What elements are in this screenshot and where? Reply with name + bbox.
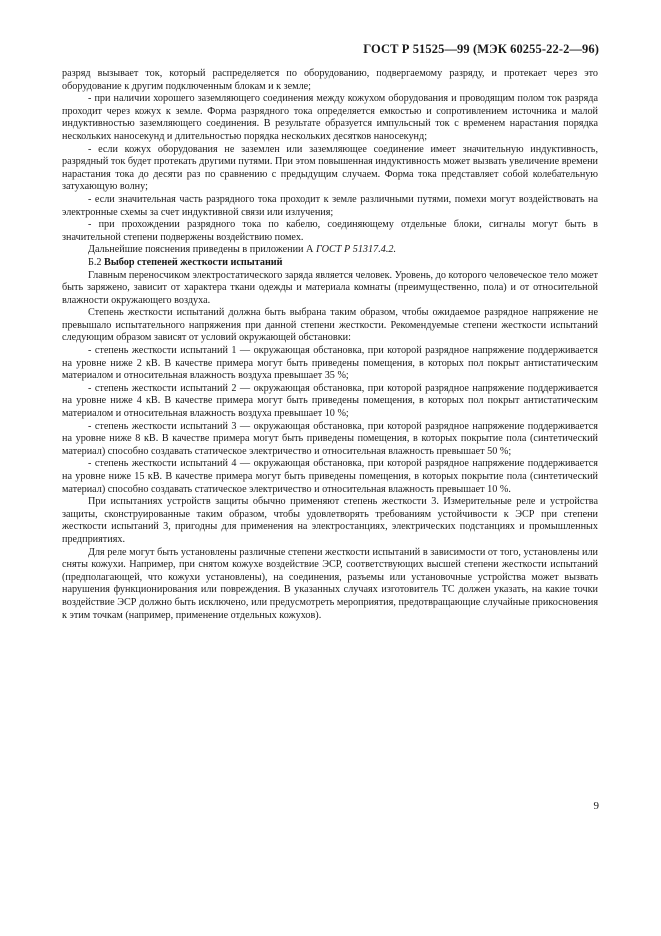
document-body xyxy=(62,68,598,622)
section-title: Выбор степеней жесткости испытаний xyxy=(104,256,283,268)
paragraph: Степень жесткости испытаний должна быть выбрана таким образом, чтобы ожидаемое разрядное напряжение не превышало испытательного напряжения при данной степени жесткости. Рекомендуемые степени жесткости испытаний следующим образом зависят от условий окружающей обстановки: xyxy=(62,307,598,344)
paragraph: Главным переносчиком электростатического заряда является человек. Уровень, до которого человеческое тело может быть заряжено, зависит от характера ткани одежды и материала комнаты (преимущественно, пола) и от относительной влажности окружающего воздуха. xyxy=(62,269,598,306)
paragraph: При испытаниях устройств защиты обычно применяют степень жесткости 3. Измерительные реле и устройства защиты, сконструированные таким образом, чтобы удовлетворять требованиям устойчивости к ЭСР при степени жесткости испытаний 3, пригодны для применения на электростанциях, электрических подстанциях и промышленных предприятиях. xyxy=(62,496,598,545)
paragraph: - если кожух оборудования не заземлен или заземляющее соединение имеет значительную индуктивность, разрядный ток будет протекать другими путями. При этом повышенная индуктивность может вызвать увеличение времени нарастания тока до десяти раз по сравнению с предыдущим случаем. Форма тока представляет собой колебательную затухающую волну; xyxy=(62,143,598,193)
standard-reference: ГОСТ Р 51317.4.2. xyxy=(315,244,397,256)
paragraph: - при наличии хорошего заземляющего соединения между кожухом оборудования и проводящим полом ток разряда проходит через кожух к земле. Форма разрядного тока определяется емкостью и сопротивлением источника и малой индуктивностью заземляющего соединения. В результате образуется импульсный ток с временем нарастания порядка нескольких наносекунд и длительностью порядка нескольких десятков наносекунд; xyxy=(62,93,598,142)
page-header-title: ГОСТ Р 51525—99 (МЭК 60255-22-2—96) xyxy=(363,42,599,56)
section-number: Б.2 xyxy=(88,256,102,268)
list-item: - степень жесткости испытаний 1 — окружающая обстановка, при которой разрядное напряжение поддерживается на уровне ниже 2 кВ. В качестве примера могут быть приведены помещения, в которых пол покрыт антистатическим материалом и относительная влажность воздуха превышает 35 %; xyxy=(62,345,598,382)
paragraph: - при прохождении разрядного тока по кабелю, соединяющему отдельные блоки, сигналы могут быть в значительной степени подвержены воздействию помех. xyxy=(62,219,598,243)
further-info-paragraph xyxy=(62,244,598,257)
paragraph: разряд вызывает ток, который распределяется по оборудованию, подвергаемому разряду, и протекает через это оборудование к другим подключенным блокам и к земле; xyxy=(62,68,598,92)
page-number: 9 xyxy=(593,800,599,812)
paragraph: Для реле могут быть установлены различные степени жесткости испытаний в зависимости от того, установлены или сняты кожухи. Например, при снятом кожухе воздействие ЭСР, соответствующих высшей степени жесткости испытаний (предполагающей, что кожухи установлены), на соединения, разъемы или установочные устройства может вызвать нарушения функционирования или повреждения. В указанных случаях изготовитель ТС должен указать, на какие точки воздействие ЭСР должно быть исключено, или предусмотреть мероприятия, предотвращающие случайные прикосновения к этим точкам (например, применение отдельных кожухов). xyxy=(62,546,598,621)
list-item: - степень жесткости испытаний 4 — окружающая обстановка, при которой разрядное напряжение поддерживается на уровне ниже 15 кВ. В качестве примера могут быть приведены помещения, в которых покрытие пола (синтетический материал) способно создавать статическое электричество и относительная влажность превышает 10 %. xyxy=(62,458,598,495)
section-heading xyxy=(62,257,598,270)
list-item: - степень жесткости испытаний 3 — окружающая обстановка, при которой разрядное напряжение поддерживается на уровне ниже 8 кВ. В качестве примера могут быть приведены помещения, в которых покрытие пола (синтетический материал) способно создавать статическое электричество и относительная влажность превышает 50 %; xyxy=(62,420,598,457)
list-item: - степень жесткости испытаний 2 — окружающая обстановка, при которой разрядное напряжение поддерживается на уровне ниже 4 кВ. В качестве примера могут быть приведены помещения, в которых пол покрыт антистатическим материалом и относительная влажность воздуха превышает 10 %; xyxy=(62,382,598,420)
paragraph: - если значительная часть разрядного тока проходит к земле различными путями, помехи могут воздействовать на электронные схемы за счет индуктивной связи или излучения; xyxy=(62,193,598,218)
further-info-text: Дальнейшие пояснения приведены в приложении А xyxy=(88,244,314,256)
